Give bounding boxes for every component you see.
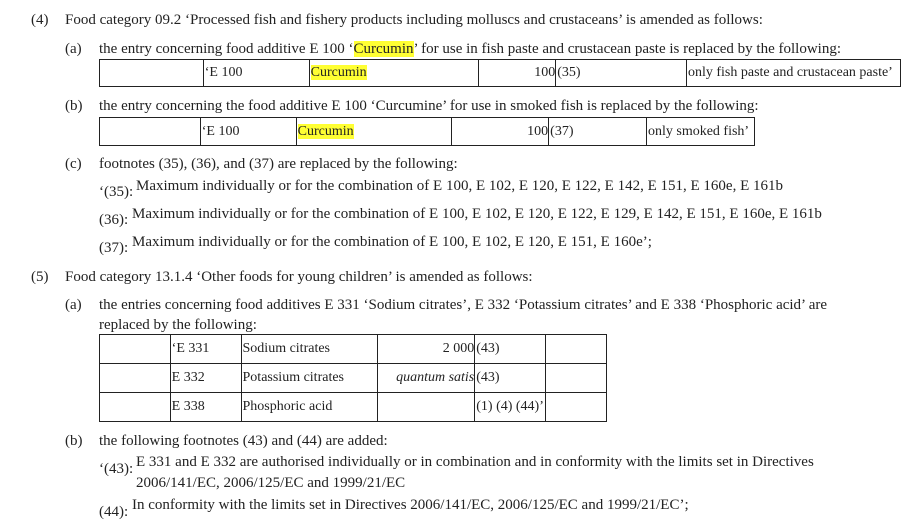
footnote-43-line2: 2006/141/EC, 2006/125/EC and 1999/21/EC [136, 475, 406, 491]
entry-table-4a [99, 59, 901, 87]
item-4a-text [99, 40, 841, 58]
table-row [100, 364, 607, 393]
item-4a-label: (a) [65, 41, 82, 57]
cell-empty [100, 393, 171, 422]
cell-name: Phosphoric acid [241, 393, 378, 422]
item-4a-text-before: the entry concerning food additive E 100 ‘ [99, 41, 354, 57]
footnote-35-text: Maximum individually or for the combination of E 100, E 102, E 120, E 122, E 142, E 151, E 160e, E 161b [136, 178, 783, 194]
cell-level: 100 [479, 60, 556, 87]
curcumin-highlight: Curcumin [310, 65, 367, 80]
item-4c-text: footnotes (35), (36), and (37) are replaced by the following: [99, 156, 458, 172]
item-4b-label: (b) [65, 98, 83, 114]
footnote-43-line1: E 331 and E 332 are authorised individually or in combination and in conformity with the limits set in Directives [136, 454, 814, 470]
footnote-43-number: ‘(43): [99, 461, 134, 477]
table-row [100, 393, 607, 422]
footnote-36-text: Maximum individually or for the combination of E 100, E 102, E 120, E 122, E 129, E 142, E 151, E 160e, E 161b [132, 206, 822, 222]
footnote-37-text: Maximum individually or for the combination of E 100, E 102, E 120, E 151, E 160e’; [132, 234, 652, 250]
table-row [100, 118, 755, 146]
cell-code: ‘E 331 [170, 335, 241, 364]
item-5-number: (5) [31, 269, 49, 285]
cell-restriction: only smoked fish’ [646, 118, 754, 146]
item-4a-text-after: ’ for use in fish paste and crustacean paste is replaced by the following: [413, 41, 842, 57]
table-row [100, 60, 901, 87]
item-4c-label: (c) [65, 156, 82, 172]
item-4-number: (4) [31, 12, 49, 28]
footnote-44-number: (44): [99, 504, 129, 520]
cell-name [296, 118, 452, 146]
item-4-text: Food category 09.2 ‘Processed fish and fishery products including molluscs and crustaceans’ is amended as follows: [65, 12, 763, 28]
cell-restriction [546, 364, 607, 393]
table-row [100, 335, 607, 364]
cell-name: Potassium citrates [241, 364, 378, 393]
cell-level: quantum satis [378, 364, 475, 393]
cell-footnote: (1) (4) (44)’ [475, 393, 546, 422]
cell-code: ‘E 100 [200, 118, 296, 146]
cell-restriction [546, 335, 607, 364]
item-5b-text: the following footnotes (43) and (44) are added: [99, 433, 388, 449]
cell-restriction [546, 393, 607, 422]
cell-empty [100, 118, 201, 146]
item-4b-text: the entry concerning the food additive E 100 ‘Curcumine’ for use in smoked fish is replaced by the following: [99, 98, 759, 114]
footnote-35-number: ‘(35): [99, 184, 134, 200]
footnote-37-number: (37): [99, 240, 129, 256]
item-5a-line2: replaced by the following: [99, 317, 257, 333]
cell-empty [100, 364, 171, 393]
curcumin-highlight: Curcumin [353, 41, 414, 57]
cell-level: 2 000 [378, 335, 475, 364]
cell-empty [100, 60, 204, 87]
cell-empty [100, 335, 171, 364]
cell-footnote: (37) [549, 118, 647, 146]
cell-code: E 338 [170, 393, 241, 422]
item-5a-label: (a) [65, 297, 82, 313]
cell-code: E 332 [170, 364, 241, 393]
item-5-text: Food category 13.1.4 ‘Other foods for young children’ is amended as follows: [65, 269, 533, 285]
cell-footnote: (43) [475, 364, 546, 393]
item-5b-label: (b) [65, 433, 83, 449]
entry-table-5a [99, 334, 607, 422]
cell-name [309, 60, 479, 87]
curcumin-highlight: Curcumin [297, 123, 354, 139]
footnote-36-number: (36): [99, 212, 129, 228]
cell-level [378, 393, 475, 422]
item-5a-line1: the entries concerning food additives E 331 ‘Sodium citrates’, E 332 ‘Potassium citrates’ and E 338 ‘Phosphoric acid’ are [99, 297, 827, 313]
cell-restriction: only fish paste and crustacean paste’ [686, 60, 900, 87]
cell-level: 100 [452, 118, 549, 146]
cell-footnote: (35) [556, 60, 687, 87]
cell-name: Sodium citrates [241, 335, 378, 364]
cell-code: ‘E 100 [203, 60, 309, 87]
cell-footnote: (43) [475, 335, 546, 364]
entry-table-4b [99, 117, 755, 146]
footnote-44-text: In conformity with the limits set in Directives 2006/141/EC, 2006/125/EC and 1999/21/EC’; [132, 497, 689, 513]
